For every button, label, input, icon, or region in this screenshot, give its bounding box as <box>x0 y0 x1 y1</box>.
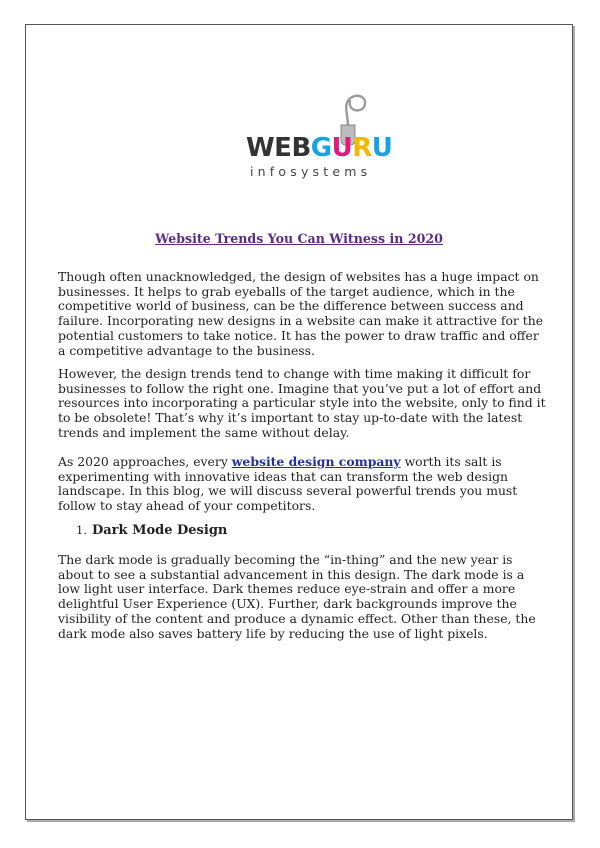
paragraph-approaches-end: worth its salt is experimenting with innovative ideas that can transform the web design landscape. In this blog, we will discuss several powerful trends you must follow to stay ahead of your competitors. <box>58 454 518 514</box>
dark-mode-heading: Dark Mode Design <box>91 523 228 538</box>
paragraph-design-trends: However, the design trends tend to change with time making it difficult for businesses to follow the right one. Imagine that you’ve put a lot of effort and resources into incorporating a particular style into the website, only to find it to be obsolete! That’s why it’s important to stay up-to-date with the latest trends and implement the same without delay. <box>58 366 546 440</box>
list-number: 1. <box>76 523 87 537</box>
paragraph-approaches-start: As 2020 approaches, every <box>58 454 232 469</box>
website-design-company-link[interactable]: website design company <box>231 454 401 469</box>
logo-tagline: infosystems <box>250 164 372 179</box>
paragraph-dark-mode: The dark mode is gradually becoming the “in-thing” and the new year is about to see a substantial advancement in this design. The dark mode is a low light user interface. Dark themes reduce eye-strain and offer a more delightful User Experience (UX). Further, dark backgrounds improve the visibility of the content and produce a dynamic effect. Other than these, the dark mode also saves battery life by reducing the use of light pixels. <box>58 552 536 641</box>
logo-letter-u2: U <box>371 133 393 163</box>
document-page <box>25 24 573 820</box>
logo-graphic <box>244 77 409 182</box>
logo-letter-u1: U <box>331 133 353 163</box>
mouse-cord-icon <box>346 96 365 127</box>
paragraph-intro: Though often unacknowledged, the design of websites has a huge impact on businesses. It helps to grab eyeballs of the target audience, which in the competitive world of business, can be the difference between success and failure. Incorporating new designs in a website can make it attractive for the potential customers to take notice. It has the power to draw traffic and offer a competitive advantage to the business. <box>58 269 544 358</box>
logo-letter-w: WEB <box>246 133 311 163</box>
logo-letter-r: R <box>352 133 372 163</box>
logo-letter-g: G <box>310 133 332 163</box>
paragraph-approaches <box>58 455 548 514</box>
article-title[interactable]: Website Trends You Can Witness in 2020 <box>155 231 443 246</box>
list-item <box>76 522 227 538</box>
webguru-logo <box>244 77 409 182</box>
svg-text:WEBGURU <box>246 133 392 163</box>
